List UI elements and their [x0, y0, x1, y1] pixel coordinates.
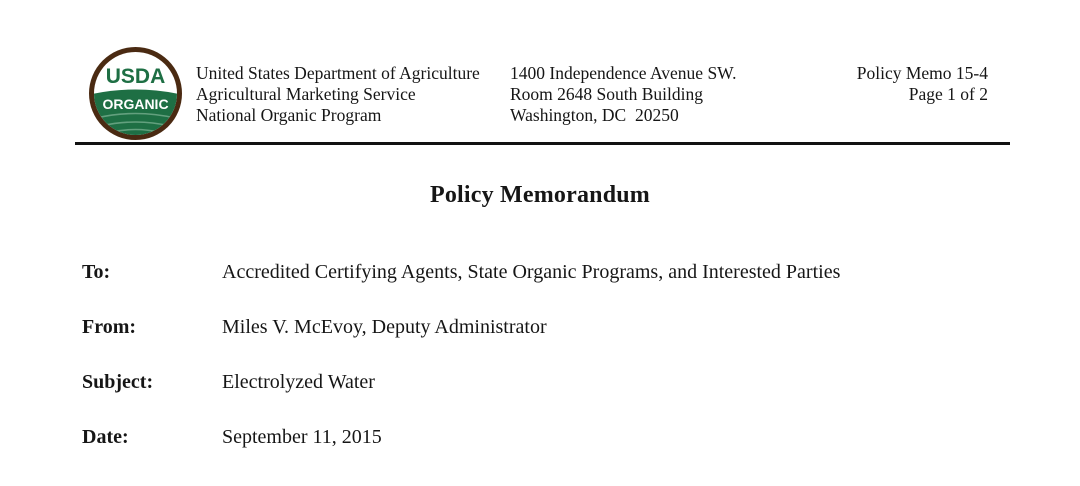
agency-line: Agricultural Marketing Service [196, 84, 416, 104]
field-label-to: To: [82, 261, 111, 283]
memo-number: Policy Memo 15-4 [856, 63, 988, 83]
usda-organic-seal-icon [88, 46, 183, 141]
field-row-from [82, 316, 1012, 342]
field-label-date: Date: [82, 426, 129, 448]
letterhead-memo-ref-block [857, 63, 988, 105]
letterhead-agency-block [196, 63, 480, 126]
header-divider-rule [75, 142, 1010, 145]
seal-organic-text: ORGANIC [102, 96, 169, 112]
seal-usda-text: USDA [105, 65, 166, 88]
field-value-from: Miles V. McEvoy, Deputy Administrator [222, 316, 547, 338]
field-value-to: Accredited Certifying Agents, State Organic Programs, and Interested Parties [222, 261, 841, 283]
page-title: Policy Memorandum [429, 182, 651, 208]
agency-line: National Organic Program [196, 105, 382, 125]
address-line: Room 2648 South Building [510, 84, 704, 104]
usda-organic-seal-graphic [88, 46, 183, 141]
address-line: Washington, DC 20250 [510, 105, 679, 125]
field-row-to [82, 261, 1012, 287]
page-number: Page 1 of 2 [908, 84, 988, 104]
field-value-subject: Electrolyzed Water [222, 371, 375, 393]
address-line: 1400 Independence Avenue SW. [510, 63, 737, 83]
field-row-subject [82, 371, 1012, 397]
field-label-subject: Subject: [82, 371, 154, 393]
field-row-date [82, 426, 1012, 452]
agency-line: United States Department of Agriculture [196, 63, 480, 83]
field-label-from: From: [82, 316, 137, 338]
letterhead-address-block [510, 63, 736, 126]
memo-fields [82, 261, 1012, 461]
field-value-date: September 11, 2015 [222, 426, 382, 448]
